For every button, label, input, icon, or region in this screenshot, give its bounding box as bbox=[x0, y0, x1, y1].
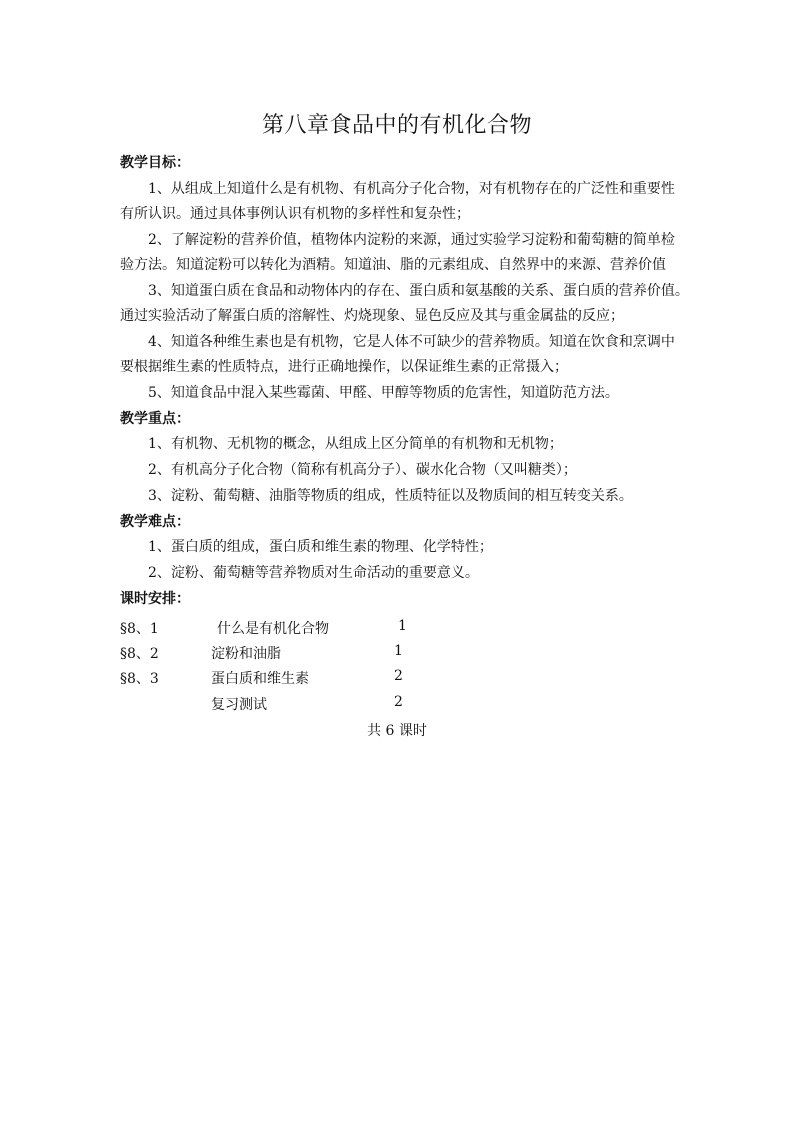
objective-line: 3、知道蛋白质在食品和动物体内的存在、蛋白质和氨基酸的关系、蛋白质的营养价值。 bbox=[148, 283, 689, 299]
schedule-topic: 什么是有机化合物 bbox=[217, 621, 329, 637]
difficulty-line: 2、淀粉、葡萄糖等营养物质对生命活动的重要意义。 bbox=[148, 565, 479, 581]
key-point-line: 1、有机物、无机物的概念，从组成上区分简单的有机物和无机物； bbox=[148, 436, 563, 452]
schedule-section: §8、1 bbox=[120, 621, 159, 637]
schedule-topic: 淀粉和油脂 bbox=[211, 646, 281, 662]
objective-line: 通过实验活动了解蛋白质的溶解性、灼烧现象、显色反应及其与重金属盐的反应； bbox=[120, 308, 624, 324]
objective-line: 4、知道各种维生素也是有机物，它是人体不可缺少的营养物质。知道在饮食和烹调中 bbox=[148, 334, 675, 350]
schedule-topic: 复习测试 bbox=[211, 697, 267, 713]
schedule-topic: 蛋白质和维生素 bbox=[211, 671, 309, 687]
objective-line: 2、了解淀粉的营养价值，植物体内淀粉的来源，通过实验学习淀粉和葡萄糖的简单检 bbox=[148, 232, 675, 248]
key-point-line: 2、有机高分子化合物（简称有机高分子）、碳水化合物（又叫糖类）； bbox=[148, 462, 577, 478]
objective-line: 1、从组成上知道什么是有机物、有机高分子化合物，对有机物存在的广泛性和重要性 bbox=[148, 181, 675, 197]
schedule-hours: 2 bbox=[394, 668, 403, 684]
page-title: 第八章食品中的有机化合物 bbox=[261, 113, 532, 138]
schedule-hours: 2 bbox=[394, 694, 403, 710]
schedule-section: §8、2 bbox=[120, 646, 159, 662]
schedule-hours: 1 bbox=[394, 643, 403, 659]
objective-line: 5、知道食品中混入某些霉菌、甲醛、甲醇等物质的危害性，知道防范方法。 bbox=[148, 385, 619, 401]
difficulties-heading: 教学难点： bbox=[120, 514, 190, 530]
objective-line: 验方法。知道淀粉可以转化为酒精。知道油、脂的元素组成、自然界中的来源、营养价值 bbox=[120, 257, 666, 273]
key-point-line: 3、淀粉、葡萄糖、油脂等物质的组成，性质特征以及物质间的相互转变关系。 bbox=[148, 488, 633, 504]
difficulty-line: 1、蛋白质的组成，蛋白质和维生素的物理、化学特性； bbox=[148, 539, 493, 555]
objective-line: 要根据维生素的性质特点，进行正确地操作，以保证维生素的正常摄入； bbox=[120, 359, 568, 375]
objectives-heading: 教学目标： bbox=[120, 155, 190, 171]
schedule-section: §8、3 bbox=[120, 671, 159, 687]
schedule-hours: 1 bbox=[398, 618, 407, 634]
schedule-heading: 课时安排： bbox=[120, 591, 190, 607]
schedule-total: 共 6 课时 bbox=[367, 723, 427, 739]
objective-line: 有所认识。通过具体事例认识有机物的多样性和复杂性； bbox=[120, 206, 470, 222]
key-points-heading: 教学重点： bbox=[120, 411, 190, 427]
